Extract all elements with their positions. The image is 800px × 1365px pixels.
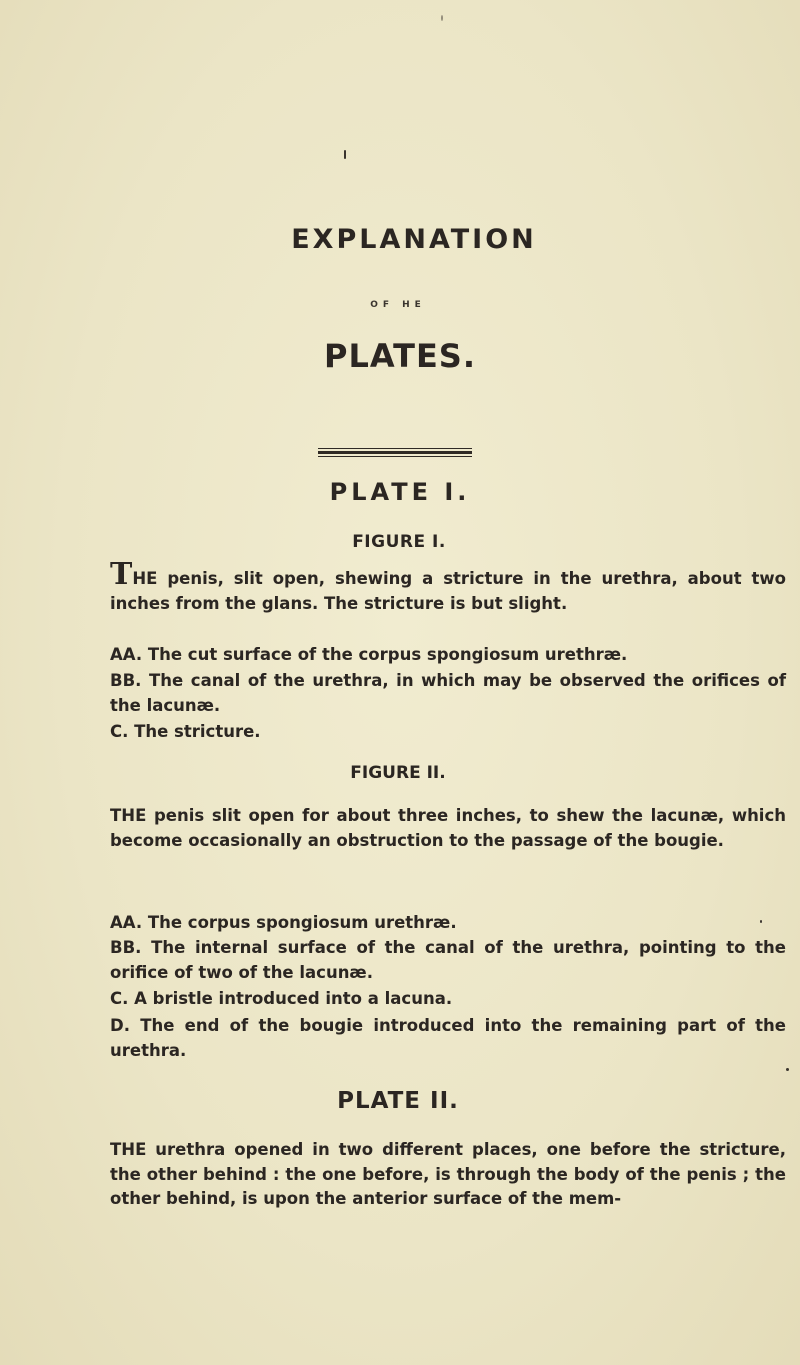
figure-2-item-c: [110, 987, 786, 1012]
figure-2-item-d: [110, 1014, 786, 1063]
divider-rule-2: [318, 451, 472, 454]
paper-speck: [344, 150, 346, 159]
plate-2-title: PLATE II.: [337, 1088, 459, 1114]
figure-1-title: FIGURE I.: [352, 532, 446, 552]
figure-1-item-aa-text: AA. The cut surface of the corpus spongiosum urethræ.: [110, 645, 628, 664]
figure-2-item-d-text: D. The end of the bougie introduced into the remaining part of the urethra.: [110, 1016, 786, 1060]
plate-1-title: PLATE I.: [329, 478, 471, 506]
figure-2-title: FIGURE II.: [350, 763, 446, 783]
figure-2-item-bb: [110, 936, 786, 985]
divider-rule-3: [318, 456, 472, 457]
figure-2-item-c-text: C. A bristle introduced into a lacuna.: [110, 989, 453, 1008]
figure-2-intro: [110, 804, 786, 853]
figure-1-intro-text: HE penis, slit open, shewing a stricture in the urethra, about two inches from the glans. The stricture is but slight.: [110, 569, 786, 613]
paper-speck: [760, 920, 762, 923]
plates-heading: PLATES.: [323, 337, 476, 375]
figure-2-item-bb-text: BB. The internal surface of the canal of the urethra, pointing to the orifice of two of the lacunæ.: [110, 938, 786, 982]
drop-cap: T: [110, 557, 133, 592]
plate-2-text-body: THE urethra opened in two different places, one before the stricture, the other behind : the one before, is through the body of the penis ; the other behind, is upon the anterior surface of the mem-: [110, 1140, 786, 1208]
plate-2-text: [110, 1138, 786, 1212]
figure-2-item-aa-text: AA. The corpus spongiosum urethræ.: [110, 913, 457, 932]
divider-rule-1: [318, 448, 472, 449]
figure-1-intro: [110, 557, 786, 616]
figure-2-intro-text: THE penis slit open for about three inches, to shew the lacunæ, which become occasionally an obstruction to the passage of the bougie.: [110, 806, 786, 850]
figure-1-item-bb-text: BB. The canal of the urethra, in which may be observed the orifices of the lacunæ.: [110, 671, 786, 715]
of-the-subheading: OF HE: [370, 300, 426, 310]
figure-1-item-c-text: C. The stricture.: [110, 722, 261, 741]
paper-speck: [441, 15, 443, 21]
figure-2-item-aa: [110, 911, 786, 936]
paper-speck: [786, 1068, 789, 1071]
figure-1-item-aa: [110, 643, 786, 668]
figure-1-item-c: [110, 720, 786, 745]
explanation-heading: EXPLANATION: [291, 224, 537, 255]
figure-1-item-bb: [110, 669, 786, 718]
